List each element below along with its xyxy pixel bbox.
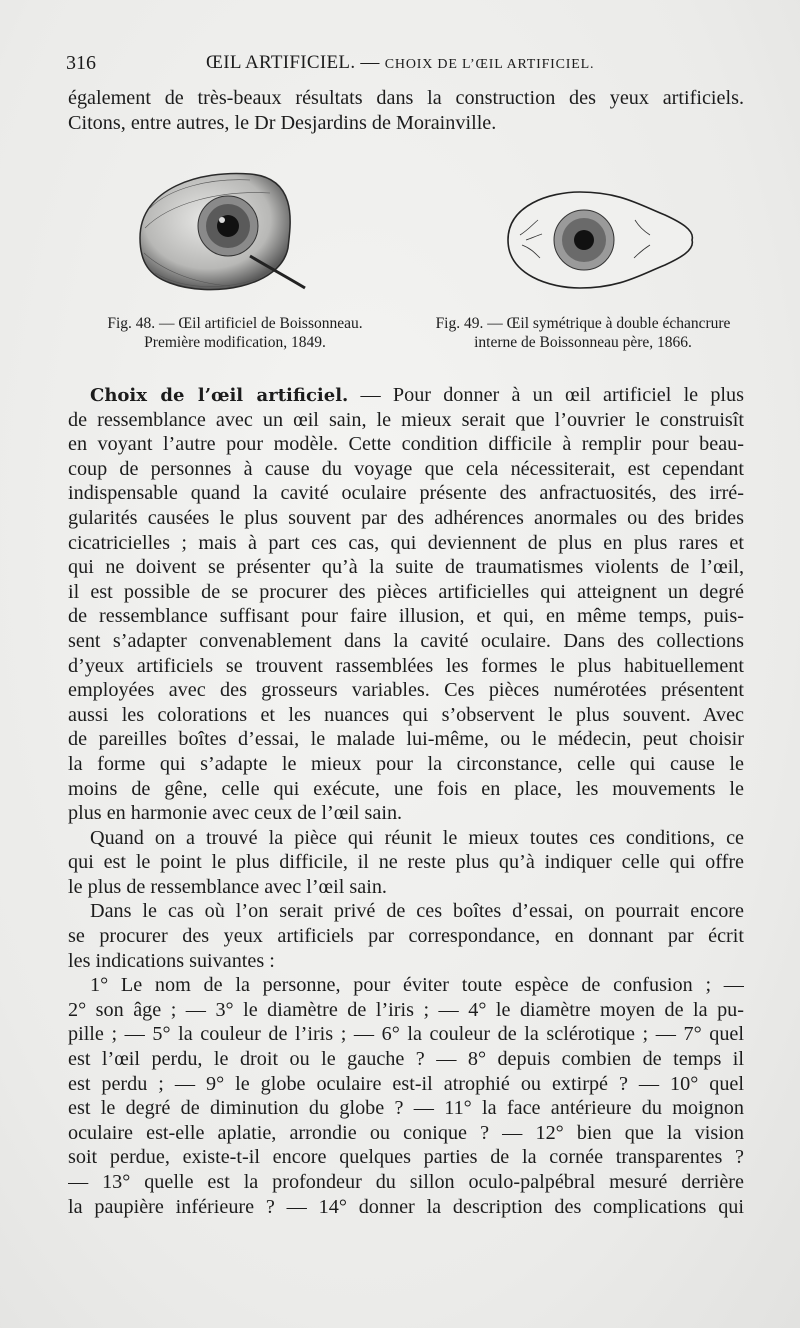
text-line: le plus de ressemblance avec l’œil sain. [68, 875, 387, 898]
text-line: sent s’adapter convenablement dans la cavité oculaire. Dans des collections [68, 629, 744, 652]
text-line [68, 383, 744, 408]
text-line: 2° son âge ; — 3° le diamètre de l’iris ; — 4° le diamètre moyen de la pu- [68, 998, 744, 1021]
text-line: gularités causées le plus souvent par des adhérences anormales ou des brides [68, 506, 744, 529]
text-line: cicatricielles ; mais à part ces cas, qui deviennent de plus en plus rares et [68, 531, 744, 554]
text-line: soit perdue, existe-t-il encore quelques parties de la cornée transparentes ? [68, 1146, 744, 1169]
fig49-eye-illustration [500, 190, 700, 290]
text-line: est perdu ; — 9° le globe oculaire est-il atrophié ou extirpé ? — 10° quel [68, 1072, 744, 1095]
text-line: de ressemblance avec un œil sain, le mieux serait que l’ouvrier le construisît [68, 408, 744, 431]
text-line: est le degré de diminution du globe ? — 11° la face antérieure du moignon [68, 1097, 744, 1120]
text-line: il est possible de se procurer des pièces artificielles qui atteignent un degré [68, 580, 744, 603]
running-title-dash: — [355, 52, 385, 73]
fig48-caption-line: Première modification, 1849. [144, 334, 326, 351]
text-line: d’yeux artificiels se trouvent rassemblées les formes le plus habituellement [68, 654, 744, 677]
fig48-caption-line: Fig. 48. — Œil artificiel de Boissonneau. [107, 315, 363, 332]
running-title-section: CHOIX DE L’ŒIL ARTIFICIEL. [384, 57, 595, 72]
page-number: 316 [66, 52, 96, 74]
text-line: également de très-beaux résultats dans la construction des yeux artificiels. [68, 87, 744, 109]
text-line: Citons, entre autres, le Dr Desjardins de Morainville. [68, 111, 497, 134]
text-line: de pareilles boîtes d’essai, le malade lui-même, ou le médecin, peut choisir [68, 728, 744, 751]
running-title [206, 52, 594, 74]
text-line: qui est le point le plus difficile, il ne reste plus qu’à indiquer celle qui offre [68, 851, 744, 874]
text-line: aussi les colorations et les nuances qui s’observent le plus souvent. Avec [68, 703, 744, 726]
section-first-line-rest: — Pour donner à un œil artificiel le plus [348, 384, 744, 406]
section-body [68, 383, 744, 1219]
running-title-main: ŒIL ARTIFICIEL. [206, 52, 356, 73]
text-line: coup de personnes à cause du voyage que cela nécessiterait, est cependant [68, 457, 744, 480]
text-line: les indications suivantes : [68, 949, 275, 972]
text-line: Quand on a trouvé la pièce qui réunit le mieux toutes ces conditions, ce [90, 826, 744, 849]
fig49-caption [408, 314, 758, 352]
section-heading: Choix de l’œil artificiel. [90, 385, 349, 406]
text-line: de ressemblance suffisant pour faire illusion, et qui, en même temps, puis- [68, 605, 744, 628]
text-line: moins de gêne, celle qui exécute, une fois en place, les mouvements le [68, 777, 744, 800]
fig49-caption-line: interne de Boissonneau père, 1866. [474, 334, 692, 351]
running-header [66, 52, 742, 80]
text-line: 1° Le nom de la personne, pour éviter toute espèce de confusion ; — [90, 974, 744, 997]
fig48-caption [90, 314, 380, 352]
text-line: Dans le cas où l’on serait privé de ces boîtes d’essai, on pourrait encore [90, 900, 744, 923]
text-line: indispensable quand la cavité oculaire présente des anfractuosités, des irré- [68, 482, 744, 505]
fig49-caption-line: Fig. 49. — Œil symétrique à double échancrure [435, 315, 731, 332]
text-line: la paupière inférieure ? — 14° donner la description des complications qui [68, 1195, 744, 1218]
text-line: employées avec des grosseurs variables. Ces pièces numérotées présentent [68, 679, 744, 702]
text-line: pille ; — 5° la couleur de l’iris ; — 6° la couleur de la sclérotique ; — 7° quel [68, 1023, 744, 1046]
intro-text [68, 86, 744, 135]
text-line: la forme qui s’adapte le mieux pour la circonstance, celle qui cause le [68, 752, 744, 775]
text-line: se procurer des yeux artificiels par correspondance, en donnant par écrit [68, 925, 744, 948]
text-line: plus en harmonie avec ceux de l’œil sain. [68, 802, 403, 825]
fig48-eye-illustration [130, 168, 330, 308]
text-line: — 13° quelle est la profondeur du sillon oculo-palpébral mesuré derrière [68, 1171, 744, 1193]
text-line: en voyant l’autre pour modèle. Cette condition difficile à remplir pour beau- [68, 433, 744, 456]
text-line: qui ne doivent se présenter qu’à la suite de traumatismes violents de l’œil, [68, 556, 744, 579]
text-line: oculaire est-elle aplatie, arrondie ou conique ? — 12° bien que la vision [68, 1121, 744, 1144]
text-line: est l’œil perdu, le droit ou le gauche ? — 8° depuis combien de temps il [68, 1048, 744, 1071]
